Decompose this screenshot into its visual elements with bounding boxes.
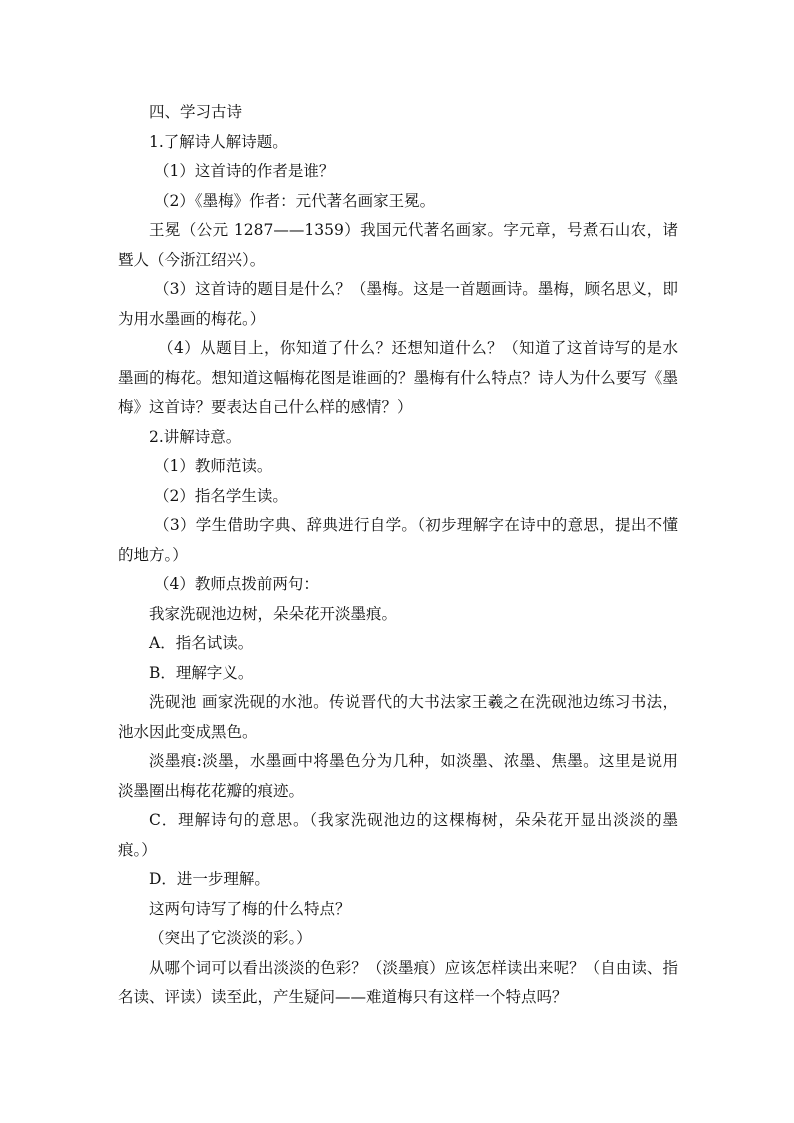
section-heading: 四、学习古诗 — [149, 103, 243, 121]
paragraph-question: 这两句诗写了梅的什么特点？ — [149, 899, 351, 918]
paragraph-wangmian-bio: 王冕（公元 1287——1359）我国元代著名画家。字元章，号煮石山农，诸暨人（今浙江绍兴）。 — [118, 221, 678, 269]
poem-lines: 我家洗砚池边树，朵朵花开淡墨痕。 — [149, 604, 398, 623]
item1-heading: 1.了解诗人解诗题。 — [149, 132, 288, 151]
item2-heading: 2.讲解诗意。 — [149, 427, 242, 446]
paragraph-xiyanchi: 洗砚池 画家洗砚的水池。传说晋代的大书法家王羲之在洗砚池边练习书法，池水因此变成黑色。 — [118, 693, 678, 741]
step-c: C．理解诗句的意思。（我家洗砚池边的这棵梅树，朵朵花开显出淡淡的墨痕。） — [118, 811, 678, 859]
paragraph-s4: （4）教师点拨前两句： — [154, 575, 319, 593]
step-a: A．指名试读。 — [149, 634, 254, 652]
paragraph-q1: （1）这首诗的作者是谁？ — [154, 162, 335, 180]
paragraph-q3: （3）这首诗的题目是什么？（墨梅。这是一首题画诗。墨梅，顾名思义，即为用水墨画的梅花。） — [118, 280, 678, 328]
step-d: D．进一步理解。 — [149, 870, 270, 888]
paragraph-final: 从哪个词可以看出淡淡的色彩？（淡墨痕）应该怎样读出来呢？（自由读、指名读、评读）读至此，产生疑问——难道梅只有这样一个特点吗？ — [118, 958, 678, 1006]
paragraph-s2: （2）指名学生读。 — [154, 486, 288, 505]
paragraph-s1: （1）教师范读。 — [154, 457, 273, 475]
paragraph-s3: （3）学生借助字典、辞典进行自学。（初步理解字在诗中的意思，提出不懂的地方。） — [118, 516, 678, 564]
document-body — [118, 98, 678, 1013]
paragraph-q2: （2）《墨梅》作者：元代著名画家王冕。 — [154, 191, 436, 210]
step-b: B．理解字义。 — [149, 663, 254, 682]
paragraph-q4: （4）从题目上，你知道了什么？还想知道什么？（知道了这首诗写的是水墨画的梅花。想知道这幅梅花图是谁画的？墨梅有什么特点？诗人为什么要写《墨梅》这首诗？要表达自己什么样的感情？） — [118, 339, 678, 416]
paragraph-answer: （突出了它淡淡的彩。） — [149, 929, 312, 947]
paragraph-danmohen: 淡墨痕:淡墨，水墨画中将墨色分为几种，如淡墨、浓墨、焦墨。这里是说用淡墨圈出梅花花瓣的痕迹。 — [118, 752, 678, 800]
